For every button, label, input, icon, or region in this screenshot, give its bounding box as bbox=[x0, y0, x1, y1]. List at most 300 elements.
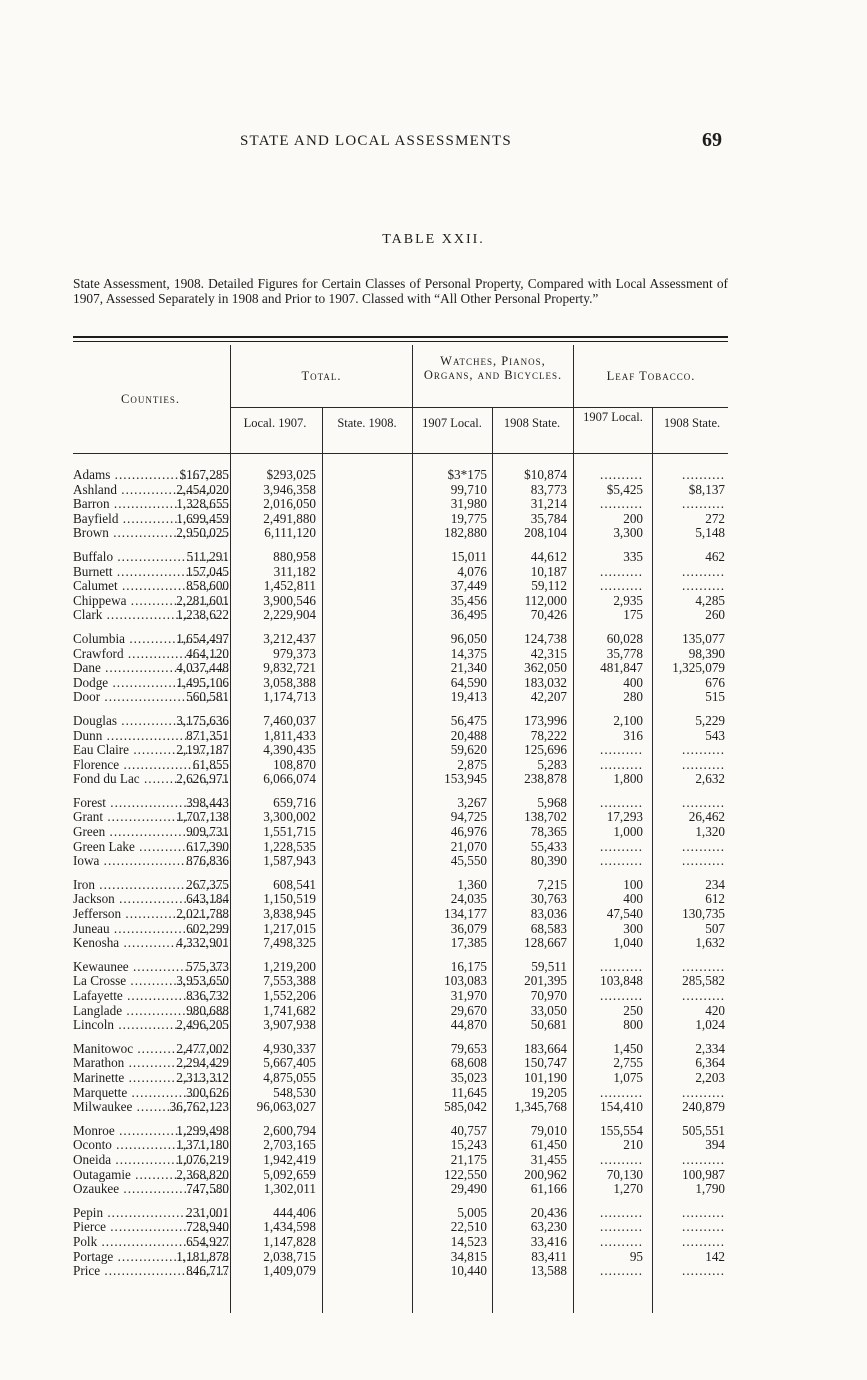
double-rule-top bbox=[73, 336, 728, 338]
total-state-cell: 2,016,050 bbox=[263, 496, 316, 512]
table-row bbox=[0, 1086, 867, 1101]
tobacco-local-cell: 1,800 bbox=[613, 771, 643, 787]
watches-state-cell: 33,416 bbox=[530, 1233, 567, 1249]
watches-state-cell: 83,411 bbox=[531, 1248, 567, 1264]
total-local-cell: 643,184 bbox=[186, 891, 229, 907]
total-local-cell: 3,953,650 bbox=[176, 973, 229, 989]
total-state-cell: 1,217,015 bbox=[263, 920, 316, 936]
tobacco-state-cell: 420 bbox=[705, 1002, 725, 1018]
total-local-cell: 231,001 bbox=[186, 1204, 229, 1220]
tobacco-local-cell: 200 bbox=[623, 510, 643, 526]
tobacco-local-cell: .......... bbox=[600, 988, 643, 1003]
table-row bbox=[0, 594, 867, 609]
watches-local-cell: 35,023 bbox=[450, 1069, 487, 1085]
tobacco-state-cell: .......... bbox=[682, 1084, 725, 1100]
tobacco-state-cell: .......... bbox=[682, 958, 725, 974]
watches-state-cell: 10,187 bbox=[530, 563, 567, 579]
total-state-cell: 7,498,325 bbox=[263, 935, 316, 951]
county-name: Pepin ..... bbox=[73, 1206, 228, 1221]
total-state-cell: 3,058,388 bbox=[263, 674, 316, 690]
county-name: Ashland ..... bbox=[73, 483, 228, 498]
watches-local-cell: $3*175 bbox=[447, 467, 487, 482]
tobacco-state-cell: 2,334 bbox=[695, 1040, 725, 1056]
tobacco-state-cell: 6,364 bbox=[695, 1055, 725, 1071]
watches-local-cell: 21,340 bbox=[450, 660, 487, 676]
watches-state-cell: 50,681 bbox=[530, 1017, 567, 1033]
watches-state-cell: 83,773 bbox=[530, 481, 567, 497]
table-row bbox=[0, 974, 867, 989]
table-row bbox=[0, 989, 867, 1004]
watches-local-cell: 36,079 bbox=[450, 920, 487, 936]
watches-state-cell: 20,436 bbox=[530, 1204, 567, 1220]
table-row bbox=[0, 1220, 867, 1235]
total-state-cell: 1,302,011 bbox=[263, 1181, 316, 1197]
tobacco-state-cell: 507 bbox=[705, 920, 725, 936]
watches-local-cell: 585,042 bbox=[444, 1099, 487, 1115]
watches-state-cell: 138,702 bbox=[524, 809, 567, 825]
county-name: Forest ..... bbox=[73, 796, 228, 811]
tobacco-local-cell: 2,755 bbox=[613, 1055, 643, 1071]
total-state-cell: 2,229,904 bbox=[263, 607, 316, 623]
county-name: Dunn ..... bbox=[73, 729, 228, 744]
header-watches: Watches, Pianos, Organs, and Bicycles. bbox=[423, 354, 563, 382]
table-row bbox=[0, 512, 867, 527]
watches-state-cell: 63,230 bbox=[530, 1219, 567, 1235]
total-local-cell: 2,313,312 bbox=[176, 1069, 229, 1085]
total-state-cell: 1,811,433 bbox=[263, 727, 316, 743]
tobacco-state-cell: 394 bbox=[705, 1137, 725, 1153]
tobacco-state-cell: 130,735 bbox=[682, 906, 725, 922]
tobacco-state-cell: 1,790 bbox=[695, 1181, 725, 1197]
total-state-cell: 5,092,659 bbox=[263, 1166, 316, 1182]
tobacco-state-cell: .......... bbox=[682, 563, 725, 579]
total-state-cell: 1,147,828 bbox=[263, 1233, 316, 1249]
county-name: Oneida ..... bbox=[73, 1153, 228, 1168]
county-name: Portage ..... bbox=[73, 1250, 228, 1265]
watches-state-cell: 183,664 bbox=[524, 1040, 567, 1056]
running-head bbox=[0, 129, 867, 153]
county-name: Juneau ..... bbox=[73, 922, 228, 937]
total-local-cell: 980,688 bbox=[186, 1002, 229, 1018]
watches-local-cell: 22,510 bbox=[450, 1219, 487, 1235]
county-name: Manitowoc ..... bbox=[73, 1042, 228, 1057]
tobacco-state-cell: .......... bbox=[682, 988, 725, 1003]
county-name: Fond du Lac ..... bbox=[73, 772, 228, 787]
county-group bbox=[0, 1124, 867, 1197]
total-local-cell: 1,181,878 bbox=[176, 1248, 229, 1264]
tobacco-state-cell: 142 bbox=[705, 1248, 725, 1264]
total-local-cell: 747,580 bbox=[186, 1181, 229, 1197]
total-local-cell: 61,855 bbox=[192, 756, 229, 772]
tobacco-state-cell: 505,551 bbox=[682, 1122, 725, 1138]
table-body bbox=[0, 468, 867, 1288]
county-group bbox=[0, 960, 867, 1033]
table-row bbox=[0, 1042, 867, 1057]
county-name: Door ..... bbox=[73, 690, 228, 705]
table-row bbox=[0, 825, 867, 840]
county-name: Price ..... bbox=[73, 1264, 228, 1279]
county-name: Lafayette ..... bbox=[73, 989, 228, 1004]
subheader-rule bbox=[230, 407, 728, 408]
total-state-cell: 7,553,388 bbox=[263, 973, 316, 989]
tobacco-local-cell: 1,000 bbox=[613, 824, 643, 840]
watches-state-cell: 79,010 bbox=[530, 1122, 567, 1138]
table-row bbox=[0, 1124, 867, 1139]
watches-local-cell: 4,076 bbox=[457, 563, 487, 579]
total-state-cell: 880,958 bbox=[273, 548, 316, 564]
table-row bbox=[0, 647, 867, 662]
tobacco-local-cell: 335 bbox=[623, 548, 643, 564]
watches-local-cell: 68,608 bbox=[450, 1055, 487, 1071]
total-local-cell: 871,351 bbox=[186, 727, 229, 743]
watches-local-cell: 96,050 bbox=[450, 630, 487, 646]
watches-state-cell: $10,874 bbox=[524, 467, 567, 482]
county-name: Kewaunee ..... bbox=[73, 960, 228, 975]
tobacco-local-cell: .......... bbox=[600, 496, 643, 512]
total-state-cell: 979,373 bbox=[273, 645, 316, 661]
table-row bbox=[0, 1004, 867, 1019]
tobacco-state-cell: .......... bbox=[682, 467, 725, 482]
tobacco-state-cell: 612 bbox=[705, 891, 725, 907]
total-local-cell: 2,021,788 bbox=[176, 906, 229, 922]
tobacco-state-cell: .......... bbox=[682, 1263, 725, 1279]
total-local-cell: 1,238,622 bbox=[176, 607, 229, 623]
watches-state-cell: 5,968 bbox=[537, 794, 567, 810]
table-row bbox=[0, 810, 867, 825]
total-local-cell: 2,626,971 bbox=[176, 771, 229, 787]
total-state-cell: 7,460,037 bbox=[263, 712, 316, 728]
tobacco-local-cell: .......... bbox=[600, 578, 643, 594]
watches-local-cell: 29,490 bbox=[450, 1181, 487, 1197]
total-state-cell: 3,946,358 bbox=[263, 481, 316, 497]
watches-state-cell: 1,345,768 bbox=[514, 1099, 567, 1115]
county-name: Kenosha ..... bbox=[73, 936, 228, 951]
watches-local-cell: 20,488 bbox=[450, 727, 487, 743]
watches-state-cell: 61,166 bbox=[530, 1181, 567, 1197]
tobacco-state-cell: 676 bbox=[705, 674, 725, 690]
watches-local-cell: 64,590 bbox=[450, 674, 487, 690]
tobacco-state-cell: 1,325,079 bbox=[672, 660, 725, 676]
county-name: Langlade ..... bbox=[73, 1004, 228, 1019]
tobacco-local-cell: .......... bbox=[600, 1219, 643, 1235]
watches-state-cell: 80,390 bbox=[530, 853, 567, 869]
watches-local-cell: 15,243 bbox=[450, 1137, 487, 1153]
watches-state-cell: 68,583 bbox=[530, 920, 567, 936]
table-row bbox=[0, 1206, 867, 1221]
watches-state-cell: 200,962 bbox=[524, 1166, 567, 1182]
total-local-cell: 2,281,601 bbox=[176, 592, 229, 608]
tobacco-state-cell: 98,390 bbox=[688, 645, 725, 661]
watches-state-cell: 33,050 bbox=[530, 1002, 567, 1018]
header-total-local: Local. 1907. bbox=[243, 416, 307, 430]
table-row bbox=[0, 1018, 867, 1033]
total-state-cell: 6,111,120 bbox=[264, 525, 316, 541]
table-row bbox=[0, 1250, 867, 1265]
total-local-cell: 1,707,138 bbox=[176, 809, 229, 825]
header-watches-state: 1908 State. bbox=[503, 416, 561, 430]
tobacco-local-cell: .......... bbox=[600, 1263, 643, 1279]
watches-local-cell: 15,011 bbox=[451, 548, 487, 564]
total-state-cell: 1,228,535 bbox=[263, 838, 316, 854]
table-row bbox=[0, 878, 867, 893]
watches-state-cell: 30,763 bbox=[530, 891, 567, 907]
county-name: Douglas ..... bbox=[73, 714, 228, 729]
tobacco-state-cell: .......... bbox=[682, 578, 725, 594]
total-state-cell: 4,390,435 bbox=[263, 742, 316, 758]
total-state-cell: 1,219,200 bbox=[263, 958, 316, 974]
tobacco-local-cell: 154,410 bbox=[600, 1099, 643, 1115]
table-row bbox=[0, 743, 867, 758]
total-state-cell: 3,212,437 bbox=[263, 630, 316, 646]
tobacco-state-cell: .......... bbox=[682, 742, 725, 758]
county-group bbox=[0, 714, 867, 787]
total-local-cell: 2,950,025 bbox=[176, 525, 229, 541]
total-local-cell: 4,037,448 bbox=[176, 660, 229, 676]
watches-local-cell: 94,725 bbox=[450, 809, 487, 825]
tobacco-local-cell: 35,778 bbox=[606, 645, 643, 661]
table-row bbox=[0, 676, 867, 691]
tobacco-state-cell: $8,137 bbox=[688, 481, 725, 497]
watches-state-cell: 42,207 bbox=[530, 689, 567, 705]
county-name: Dane ..... bbox=[73, 661, 228, 676]
watches-local-cell: 36,495 bbox=[450, 607, 487, 623]
tobacco-state-cell: 234 bbox=[705, 876, 725, 892]
table-row bbox=[0, 1071, 867, 1086]
watches-state-cell: 42,315 bbox=[530, 645, 567, 661]
table-row bbox=[0, 565, 867, 580]
total-state-cell: 548,530 bbox=[273, 1084, 316, 1100]
county-name: Marquette ..... bbox=[73, 1086, 228, 1101]
total-state-cell: 9,832,721 bbox=[263, 660, 316, 676]
total-local-cell: 2,368,820 bbox=[176, 1166, 229, 1182]
tobacco-local-cell: 300 bbox=[623, 920, 643, 936]
table-row bbox=[0, 772, 867, 787]
total-state-cell: 1,452,811 bbox=[263, 578, 316, 594]
header-total-state: State. 1908. bbox=[337, 416, 397, 430]
county-name: Green ..... bbox=[73, 825, 228, 840]
watches-local-cell: 37,449 bbox=[450, 578, 487, 594]
table-row bbox=[0, 936, 867, 951]
watches-state-cell: 13,588 bbox=[530, 1263, 567, 1279]
county-name: Adams ..... bbox=[73, 468, 228, 483]
tobacco-local-cell: 400 bbox=[623, 891, 643, 907]
tobacco-local-cell: $5,425 bbox=[606, 481, 643, 497]
total-state-cell: 1,587,943 bbox=[263, 853, 316, 869]
total-local-cell: 2,477,002 bbox=[176, 1040, 229, 1056]
total-local-cell: 1,699,459 bbox=[176, 510, 229, 526]
county-name: Iron ..... bbox=[73, 878, 228, 893]
table-row bbox=[0, 468, 867, 483]
county-name: Florence ..... bbox=[73, 758, 228, 773]
tobacco-local-cell: .......... bbox=[600, 958, 643, 974]
total-state-cell: 1,150,519 bbox=[263, 891, 316, 907]
total-state-cell: 4,875,055 bbox=[263, 1069, 316, 1085]
tobacco-local-cell: 2,935 bbox=[613, 592, 643, 608]
county-group bbox=[0, 878, 867, 951]
total-state-cell: 2,600,794 bbox=[263, 1122, 316, 1138]
watches-state-cell: 7,215 bbox=[537, 876, 567, 892]
watches-local-cell: 21,070 bbox=[450, 838, 487, 854]
watches-state-cell: 31,455 bbox=[530, 1151, 567, 1167]
watches-local-cell: 35,456 bbox=[450, 592, 487, 608]
tobacco-state-cell: 240,879 bbox=[682, 1099, 725, 1115]
total-local-cell: 1,076,219 bbox=[176, 1151, 229, 1167]
total-state-cell: 311,182 bbox=[273, 563, 316, 579]
watches-local-cell: 40,757 bbox=[450, 1122, 487, 1138]
watches-state-cell: 112,000 bbox=[524, 592, 567, 608]
table-row bbox=[0, 1168, 867, 1183]
county-name: Marinette ..... bbox=[73, 1071, 228, 1086]
county-group bbox=[0, 796, 867, 869]
county-name: Iowa ..... bbox=[73, 854, 228, 869]
table-row bbox=[0, 1264, 867, 1279]
watches-state-cell: 208,104 bbox=[524, 525, 567, 541]
watches-state-cell: 124,738 bbox=[524, 630, 567, 646]
watches-state-cell: 70,426 bbox=[530, 607, 567, 623]
total-local-cell: 2,454,020 bbox=[176, 481, 229, 497]
watches-local-cell: 56,475 bbox=[450, 712, 487, 728]
tobacco-local-cell: 280 bbox=[623, 689, 643, 705]
tobacco-local-cell: 1,270 bbox=[613, 1181, 643, 1197]
county-group bbox=[0, 1206, 867, 1279]
table-row bbox=[0, 1138, 867, 1153]
watches-local-cell: 5,005 bbox=[457, 1204, 487, 1220]
table-row bbox=[0, 907, 867, 922]
header-tobacco: Leaf Tobacco. bbox=[606, 369, 696, 383]
total-local-cell: 654,927 bbox=[186, 1233, 229, 1249]
total-state-cell: 3,900,546 bbox=[263, 592, 316, 608]
tobacco-local-cell: 60,028 bbox=[606, 630, 643, 646]
county-name: Barron ..... bbox=[73, 497, 228, 512]
total-state-cell: 2,038,715 bbox=[263, 1248, 316, 1264]
watches-local-cell: 122,550 bbox=[444, 1166, 487, 1182]
total-local-cell: 858,600 bbox=[186, 578, 229, 594]
total-local-cell: $167,285 bbox=[179, 467, 229, 482]
watches-local-cell: 29,670 bbox=[450, 1002, 487, 1018]
total-local-cell: 909,731 bbox=[186, 824, 229, 840]
table-row bbox=[0, 1182, 867, 1197]
watches-local-cell: 59,620 bbox=[450, 742, 487, 758]
total-local-cell: 464,120 bbox=[186, 645, 229, 661]
total-local-cell: 728,940 bbox=[186, 1219, 229, 1235]
county-group bbox=[0, 468, 867, 541]
county-name: Chippewa ..... bbox=[73, 594, 228, 609]
county-group bbox=[0, 550, 867, 623]
total-local-cell: 2,496,205 bbox=[176, 1017, 229, 1033]
total-local-cell: 398,443 bbox=[186, 794, 229, 810]
tobacco-state-cell: 515 bbox=[705, 689, 725, 705]
total-local-cell: 3,175,636 bbox=[176, 712, 229, 728]
table-row bbox=[0, 758, 867, 773]
watches-state-cell: 59,511 bbox=[531, 958, 567, 974]
tobacco-state-cell: .......... bbox=[682, 838, 725, 854]
tobacco-state-cell: .......... bbox=[682, 794, 725, 810]
watches-local-cell: 14,375 bbox=[450, 645, 487, 661]
tobacco-state-cell: .......... bbox=[682, 1151, 725, 1167]
county-name: Lincoln ..... bbox=[73, 1018, 228, 1033]
watches-local-cell: 31,970 bbox=[450, 988, 487, 1003]
table-row bbox=[0, 1056, 867, 1071]
county-name: Jackson ..... bbox=[73, 892, 228, 907]
total-local-cell: 1,299,498 bbox=[176, 1122, 229, 1138]
watches-state-cell: 101,190 bbox=[524, 1069, 567, 1085]
total-state-cell: 3,300,002 bbox=[263, 809, 316, 825]
tobacco-state-cell: 260 bbox=[705, 607, 725, 623]
total-local-cell: 560,581 bbox=[186, 689, 229, 705]
total-state-cell: 3,907,938 bbox=[263, 1017, 316, 1033]
watches-local-cell: 34,815 bbox=[450, 1248, 487, 1264]
county-name: La Crosse ..... bbox=[73, 974, 228, 989]
county-name: Green Lake ..... bbox=[73, 840, 228, 855]
table-row bbox=[0, 1100, 867, 1115]
total-state-cell: 2,703,165 bbox=[263, 1137, 316, 1153]
watches-local-cell: 19,413 bbox=[450, 689, 487, 705]
county-name: Ozaukee ..... bbox=[73, 1182, 228, 1197]
county-name: Buffalo ..... bbox=[73, 550, 228, 565]
table-row bbox=[0, 632, 867, 647]
watches-local-cell: 44,870 bbox=[450, 1017, 487, 1033]
county-name: Pierce ..... bbox=[73, 1220, 228, 1235]
double-rule-bottom bbox=[73, 341, 728, 342]
tobacco-state-cell: 462 bbox=[705, 548, 725, 564]
running-title: STATE AND LOCAL ASSESSMENTS bbox=[240, 133, 512, 149]
tobacco-local-cell: 155,554 bbox=[600, 1122, 643, 1138]
tobacco-state-cell: 100,987 bbox=[682, 1166, 725, 1182]
total-state-cell: 444,406 bbox=[273, 1204, 316, 1220]
tobacco-local-cell: 1,075 bbox=[613, 1069, 643, 1085]
total-state-cell: 6,066,074 bbox=[263, 771, 316, 787]
tobacco-state-cell: .......... bbox=[682, 1233, 725, 1249]
tobacco-state-cell: 135,077 bbox=[682, 630, 725, 646]
county-name: Burnett ..... bbox=[73, 565, 228, 580]
total-local-cell: 602,299 bbox=[186, 920, 229, 936]
table-row bbox=[0, 526, 867, 541]
table-row bbox=[0, 550, 867, 565]
tobacco-local-cell: .......... bbox=[600, 1204, 643, 1220]
tobacco-state-cell: 1,320 bbox=[695, 824, 725, 840]
county-name: Monroe ..... bbox=[73, 1124, 228, 1139]
tobacco-state-cell: 543 bbox=[705, 727, 725, 743]
tobacco-local-cell: .......... bbox=[600, 563, 643, 579]
tobacco-local-cell: .......... bbox=[600, 1084, 643, 1100]
watches-local-cell: 182,880 bbox=[444, 525, 487, 541]
tobacco-local-cell: 103,848 bbox=[600, 973, 643, 989]
header-tobacco-local: 1907 Local. bbox=[583, 410, 643, 424]
tobacco-local-cell: 1,450 bbox=[613, 1040, 643, 1056]
county-group bbox=[0, 1042, 867, 1115]
total-local-cell: 846,717 bbox=[186, 1263, 229, 1279]
tobacco-state-cell: 2,203 bbox=[695, 1069, 725, 1085]
header-watches-local: 1907 Local. bbox=[422, 416, 482, 430]
county-name: Outagamie ..... bbox=[73, 1168, 228, 1183]
total-local-cell: 267,375 bbox=[186, 876, 229, 892]
watches-local-cell: 14,523 bbox=[450, 1233, 487, 1249]
total-local-cell: 4,332,901 bbox=[176, 935, 229, 951]
watches-state-cell: 61,450 bbox=[530, 1137, 567, 1153]
watches-local-cell: 134,177 bbox=[444, 906, 487, 922]
county-name: Bayfield ..... bbox=[73, 512, 228, 527]
header-tobacco-state: 1908 State. bbox=[663, 416, 721, 430]
watches-state-cell: 201,395 bbox=[524, 973, 567, 989]
table-caption: State Assessment, 1908. Detailed Figures for Certain Classes of Personal Property, Compared with Local Assessment of 1907, Assessed Separately in 1908 and Prior to 1907. Classed with “All Other Personal Property.” bbox=[73, 276, 728, 306]
watches-local-cell: 79,653 bbox=[450, 1040, 487, 1056]
county-name: Marathon ..... bbox=[73, 1056, 228, 1071]
table-row bbox=[0, 840, 867, 855]
county-name: Polk ..... bbox=[73, 1235, 228, 1250]
total-state-cell: 3,838,945 bbox=[263, 906, 316, 922]
total-state-cell: 1,552,206 bbox=[263, 988, 316, 1003]
total-local-cell: 157,045 bbox=[186, 563, 229, 579]
